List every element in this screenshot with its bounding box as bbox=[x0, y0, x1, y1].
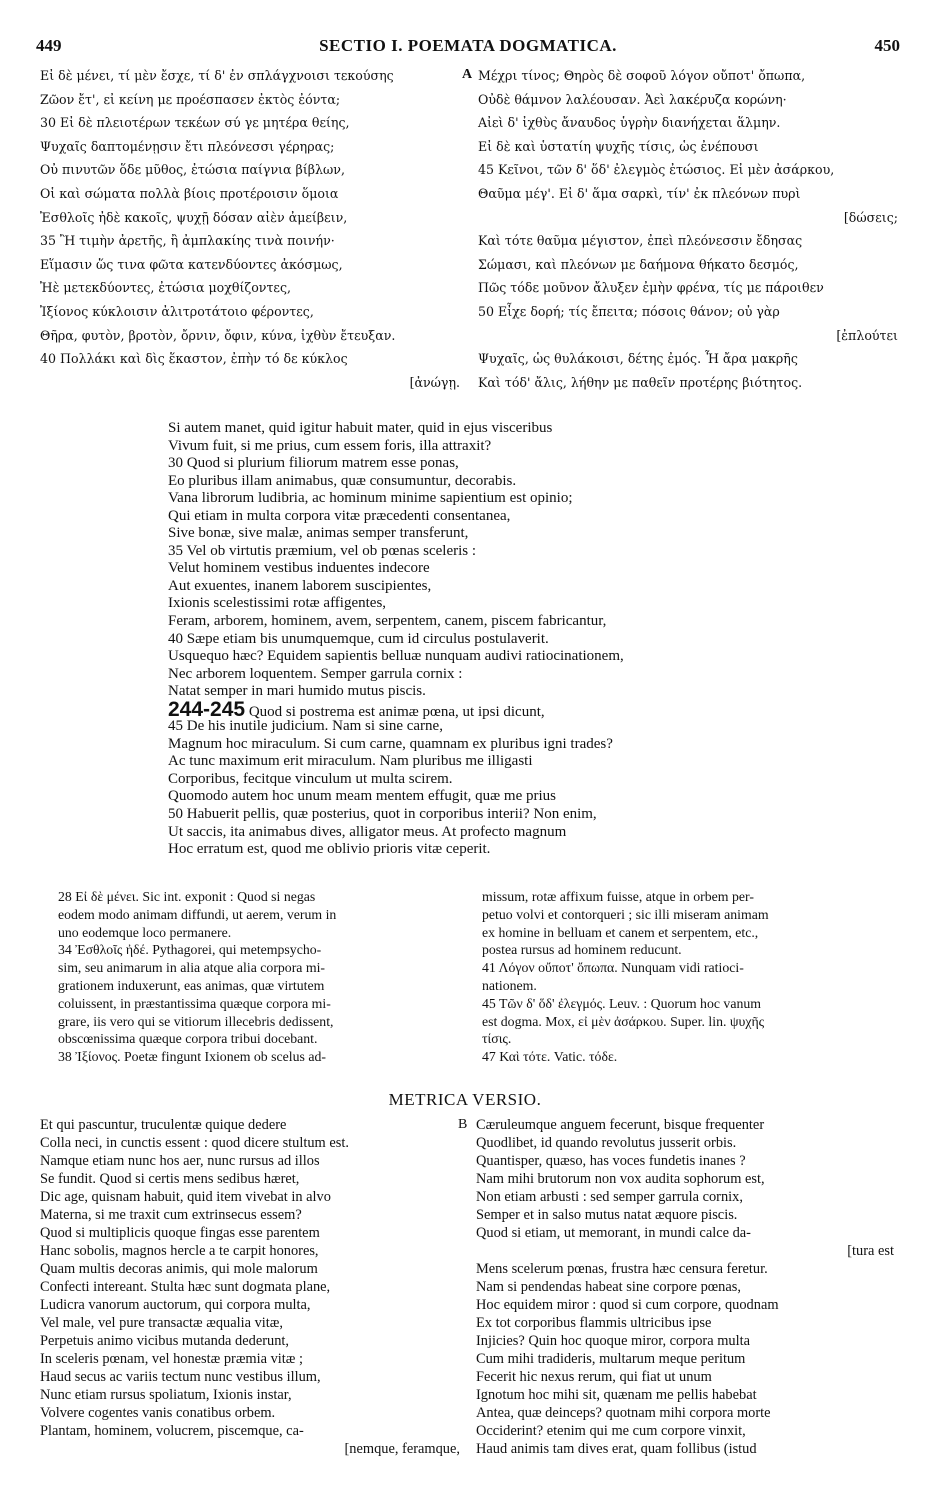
greek-verse-line: Ψυχαῖς, ὡς θυλάκοισι, δέτης ἐμός. Ἦ ἄρα μακρῆς bbox=[478, 351, 798, 367]
latin-verse-line bbox=[168, 697, 624, 721]
footnotes-left-column bbox=[58, 888, 458, 1066]
metrica-verse-line: Occiderint? etenim qui me cum corpore vinxit, bbox=[476, 1423, 746, 1439]
metrica-verse-line: Nunc etiam rursus spoliatum, Ixionis instar, bbox=[40, 1387, 292, 1403]
metrica-versio-right-column bbox=[476, 1116, 894, 1458]
column-number-marker: 244-245 bbox=[168, 697, 246, 721]
column-marker-b: B bbox=[458, 1117, 468, 1132]
metrica-verse-line: Nam si pendendas habeat sine corpore pœnas, bbox=[476, 1279, 741, 1295]
metrica-verse-line: Injicies? Quin hoc quoque miror, corpora multa bbox=[476, 1333, 750, 1349]
footnote-line: nationem. bbox=[482, 977, 537, 993]
metrica-verse-line: Namque etiam nunc hos aer, nunc rursus ad illos bbox=[40, 1153, 320, 1169]
metrica-verse-line: Antea, quæ deinceps? quotnam mihi corpora morte bbox=[476, 1405, 771, 1421]
greek-verse-line: Καὶ τότε θαῦμα μέγιστον, ἐπεὶ πλεόνεσσιν ἔδησας bbox=[478, 233, 803, 249]
latin-verse-line: 30 Quod si plurium filiorum matrem esse ponas, bbox=[168, 455, 459, 472]
metrica-verse-line: Quodlibet, id quando revolutus jusserit orbis. bbox=[476, 1135, 737, 1151]
metrica-verse-line: [tura est bbox=[847, 1243, 894, 1259]
metrica-verse-line: Se fundit. Quod si certis mens sedibus hæret, bbox=[40, 1171, 300, 1187]
latin-verse-line: Corporibus, fecitque vinculum ut multa scirem. bbox=[168, 770, 453, 787]
footnote-line: 45 Τῶν δ' ὅδ' ἐλεγμός. Leuv. : Quorum hoc vanum bbox=[482, 995, 761, 1011]
footnote-line: postea rursus ad hominem reducunt. bbox=[482, 942, 682, 958]
latin-verse-line: Vivum fuit, si me prius, cum essem foris, illa attraxit? bbox=[168, 437, 492, 454]
greek-verse-line: Καὶ τόδ' ἄλις, λήθην με παθεῖν προτέρης βιότητος. bbox=[478, 374, 803, 390]
metrica-verse-line: Haud animis tam dives erat, quam follibus (istud bbox=[476, 1441, 757, 1457]
latin-verse-line: 40 Sæpe etiam bis unumquemque, cum id circulus postulaverit. bbox=[168, 630, 549, 647]
metrica-verse-line: Semper et in salso mutus natat æquore piscis. bbox=[476, 1207, 738, 1223]
footnote-line: τίσις. bbox=[482, 1031, 512, 1047]
greek-verse-line: Οὐδὲ θάμνον λαλέουσαν. Ἀεὶ λακέρυζα κορώνη· bbox=[478, 91, 787, 107]
footnote-line: grationem induxerunt, eas animas, quæ virtutem bbox=[58, 977, 325, 993]
metrica-verse-line: Non etiam arbusti : sed semper garrula cornix, bbox=[476, 1189, 743, 1205]
latin-verse-line: Ut saccis, ita animabus dives, alligator meus. At profecto magnum bbox=[168, 823, 567, 840]
metrica-verse-line: Et qui pascuntur, truculentæ quique dedere bbox=[40, 1117, 287, 1133]
greek-verse-line: [ἐπλούτει bbox=[836, 327, 898, 343]
greek-verse-line: 45 Κεῖνοι, τῶν δ' ὅδ' ἐλεγμὸς ἐτώσιος. Εἰ μὲν ἀσάρκου, bbox=[478, 162, 835, 178]
metrica-verse-line: [nemque, feramque, bbox=[344, 1441, 460, 1457]
metrica-verse-line: Quam multis decoras animis, qui mole malorum bbox=[40, 1261, 318, 1277]
metrica-verse-line: Dic age, quisnam habuit, quid item vivebat in alvo bbox=[40, 1189, 331, 1205]
latin-verse-line: Ac tunc maximum erit miraculum. Nam pluribus me illigasti bbox=[168, 753, 533, 770]
footnotes-right-column bbox=[482, 888, 902, 1066]
latin-verse-line: Quomodo autem hoc unum meam mentem effugit, quæ me prius bbox=[168, 788, 556, 805]
latin-verse-line: Magnum hoc miraculum. Si cum carne, quamnam ex pluribus igni trades? bbox=[168, 735, 613, 752]
greek-verse-line: Μέχρι τίνος; Θηρὸς δὲ σοφοῦ λόγον οὔποτ' ὄπωπα, bbox=[478, 68, 806, 83]
latin-verse-line: Si autem manet, quid igitur habuit mater, quid in ejus visceribus bbox=[168, 420, 553, 436]
footnote-line: obscœnissima quæque corpora tribui docebant. bbox=[58, 1031, 318, 1047]
metrica-verse-line: Plantam, hominem, volucrem, piscemque, ca- bbox=[40, 1423, 304, 1439]
latin-verse-line: 35 Vel ob virtutis præmium, vel ob pœnas sceleris : bbox=[168, 542, 477, 559]
running-header bbox=[36, 36, 900, 60]
right-page-number: 450 bbox=[874, 36, 900, 55]
latin-verse-line: Eo pluribus illam animabus, quæ consumuntur, decorabis. bbox=[168, 472, 517, 489]
greek-verse-line: Ἠὲ μετεκδύοντες, ἐτώσια μοχθίζοντες, bbox=[40, 280, 291, 296]
footnote-line: 28 Εἰ δὲ μένει. Sic int. exponit : Quod si negas bbox=[58, 889, 316, 904]
greek-verse-line: Οὐ πινυτῶν ὅδε μῦθος, ἐτώσια παίγνια βίβλων, bbox=[40, 162, 345, 178]
greek-verse-line: Εἰ δὲ μένει, τί μὲν ἔσχε, τί δ' ἐν σπλάγχνοισι τεκούσης bbox=[40, 68, 394, 83]
metrica-verse-line: Ignotum hoc mihi sit, quænam me pellis habebat bbox=[476, 1387, 757, 1403]
metrica-verse-line: Mens scelerum pœnas, frustra hæc censura feretur. bbox=[476, 1261, 768, 1277]
latin-verse-line: Velut hominem vestibus induentes indecore bbox=[168, 560, 430, 577]
latin-verse-line: Feram, arborem, hominem, avem, serpentem, canem, piscem fabricantur, bbox=[168, 613, 607, 630]
latin-verse-line: Ixionis scelestissimi rotæ affigentes, bbox=[168, 595, 387, 612]
greek-verse-line: [ἀνώγῃ. bbox=[409, 374, 460, 390]
metrica-verse-line: Fecerit hic nexus rerum, qui fiat ut unum bbox=[476, 1369, 712, 1385]
greek-verse-line: Ψυχαῖς δαπτομένῃσιν ἔτι πλεόνεσσι γέρηρας; bbox=[40, 138, 335, 154]
metrica-verse-line: Materna, si me traxit cum extrinsecus essem? bbox=[40, 1207, 302, 1223]
greek-verse-line: Εἵμασιν ὥς τινα φῶτα κατενδύοντες ἀκόσμως, bbox=[40, 256, 343, 272]
footnote-line: 34 Ἐσθλοῖς ἠδέ. Pythagorei, qui metempsycho- bbox=[58, 942, 322, 958]
latin-verse-line: Sive bonæ, sive malæ, animas semper transferunt, bbox=[168, 525, 469, 542]
greek-verse-line: Ἰξίονος κύκλοισιν ἀλιτροτάτοιο φέροντες, bbox=[40, 303, 314, 319]
footnote-line: grare, iis vero qui se vitiorum illecebris dedissent, bbox=[58, 1013, 334, 1029]
greek-verse-line: Εἰ δὲ καὶ ὑστατίη ψυχῆς τίσις, ὡς ἐνέπουσι bbox=[478, 138, 759, 154]
latin-verse-line: Qui etiam in multa corpora vitæ præcedenti consentanea, bbox=[168, 507, 511, 524]
metrica-verse-line: Vel male, vel pure transactæ æqualia vitæ, bbox=[40, 1315, 283, 1331]
metrica-verse-line: Hanc sobolis, magnos hercle a te carpit honores, bbox=[40, 1243, 319, 1259]
metrica-verse-line: Confecti intereant. Stulta hæc sunt dogmata plane, bbox=[40, 1279, 331, 1295]
greek-verse-line: Ζῶον ἔτ', εἰ κείνη με προέσπασεν ἐκτὸς ἐόντα; bbox=[40, 91, 341, 107]
greek-verse-line: 30 Εἰ δὲ πλειοτέρων τεκέων σύ γε μητέρα θείης, bbox=[40, 115, 350, 131]
latin-verse-line: Aut exuentes, inanem laborem suscipientes, bbox=[168, 577, 432, 594]
page-title: SECTIO I. POEMATA DOGMATICA. bbox=[319, 36, 617, 55]
footnote-line: coluissent, in præstantissima quæque corpora mi- bbox=[58, 995, 331, 1011]
latin-verse-line: Natat semper in mari humido mutus piscis. bbox=[168, 683, 426, 700]
metrica-verse-line: Perpetuis animo vicibus mutanda dederunt, bbox=[40, 1333, 289, 1349]
footnote-line: eodem modo animam diffundi, ut aerem, verum in bbox=[58, 906, 337, 922]
footnote-line: ex homine in belluam et canem et serpentem, etc., bbox=[482, 924, 759, 940]
metrica-verse-line: In sceleris pœnam, vel honestæ præmia vitæ ; bbox=[40, 1351, 303, 1367]
metrica-verse-line: Hoc equidem miror : quod si cum corpore, quodnam bbox=[476, 1297, 779, 1313]
greek-verse-line: [δώσεις; bbox=[843, 209, 898, 225]
footnote-line: missum, rotæ affixum fuisse, atque in orbem per- bbox=[482, 889, 754, 904]
footnote-line: sim, seu animarum in alia atque alia corpora mi- bbox=[58, 960, 326, 976]
metrica-verse-line: Volvere cogentes vanis conatibus orbem. bbox=[40, 1405, 276, 1421]
greek-verse-line: Θῆρα, φυτὸν, βροτὸν, ὄρνιν, ὄφιν, κύνα, ἰχθὺν ἔτευξαν. bbox=[40, 327, 396, 343]
greek-verse-line: 40 Πολλάκι καὶ δὶς ἕκαστον, ἐπὴν τό δε κύκλος bbox=[40, 351, 348, 367]
greek-verse-line: Αἰεὶ δ' ἰχθὺς ἄναυδος ὑγρὴν διανήχεται ἅλμην. bbox=[478, 115, 781, 131]
latin-verse-line: Hoc erratum est, quod me oblivio prioris vitæ ceperit. bbox=[168, 841, 491, 858]
greek-verse-line: Ἐσθλοῖς ἠδὲ κακοῖς, ψυχῇ δόσαν αἰὲν ἀμείβειν, bbox=[40, 209, 348, 225]
metrica-versio-left-column bbox=[40, 1116, 460, 1458]
latin-verse-line: Vana librorum ludibria, ac hominum minime sapientium est opinio; bbox=[168, 490, 573, 507]
metrica-verse-line: Ludicra vanorum auctorum, qui corpora multa, bbox=[40, 1297, 311, 1313]
latin-verse-line: 45 De his inutile judicium. Nam si sine carne, bbox=[168, 718, 443, 735]
metrica-verse-line: Quantisper, quæso, has voces fundetis inanes ? bbox=[476, 1153, 746, 1169]
latin-verse-line: Nec arborem loquentem. Semper garrula cornix : bbox=[168, 665, 463, 682]
metrica-verse-line: Nam mihi brutorum non vox audita sophorum est, bbox=[476, 1171, 765, 1187]
metrica-verse-line: Ex tot corporibus flammis ultricibus ipse bbox=[476, 1315, 712, 1331]
footnote-line: petuo volvi et contorqueri ; sic illi miseram animam bbox=[482, 906, 769, 922]
greek-text-left-column bbox=[40, 64, 460, 394]
footnote-line: est dogma. Mox, εἰ μὲν ἀσάρκου. Super. lin. ψυχῆς bbox=[482, 1013, 765, 1029]
greek-verse-line: Οἱ καὶ σώματα πολλὰ βίοις προτέροισιν ὅμοια bbox=[40, 185, 339, 201]
footnote-line: 47 Καὶ τότε. Vatic. τόδε. bbox=[482, 1049, 618, 1065]
latin-verse-text: Quod si postrema est animæ pœna, ut ipsi dicunt, bbox=[245, 703, 545, 720]
footnote-line: 38 Ἰξίονος. Poetæ fingunt Ixionem ob scelus ad- bbox=[58, 1049, 326, 1065]
metrica-verse-line: Quod si etiam, ut memorant, in mundi calce da- bbox=[476, 1225, 751, 1241]
latin-verse-line: 50 Habuerit pellis, quæ posterius, quot in corporibus interii? Non enim, bbox=[168, 806, 597, 823]
latin-verse-line: Usquequo hæc? Equidem sapientis belluæ nunquam audivi ratiocinationem, bbox=[168, 648, 624, 665]
metrica-verse-line: Cum mihi tradideris, multarum meque peritum bbox=[476, 1351, 746, 1367]
metrica-verse-line: Colla neci, in cunctis essent : quod dicere stultum est. bbox=[40, 1135, 349, 1151]
footnote-line: 41 Λόγον οὔποτ' ὄπωπα. Nunquam vidi ratioci- bbox=[482, 960, 744, 976]
greek-verse-line: 50 Εἶχε δορή; τίς ἔπειτα; πόσοις θάνον; οὐ γὰρ bbox=[478, 303, 780, 319]
footnote-line: uno eodemque loco permanere. bbox=[58, 924, 232, 940]
greek-text-right-column bbox=[478, 64, 898, 394]
greek-verse-line: Θαῦμα μέγ'. Εἰ δ' ἅμα σαρκὶ, τίν' ἐκ πλεόνων πυρὶ bbox=[478, 185, 801, 201]
column-marker-a: A bbox=[462, 67, 473, 82]
greek-verse-line: Πῶς τόδε μοῦνον ἄλυξεν ἐμὴν φρένα, τίς με πάροιθεν bbox=[478, 280, 824, 296]
greek-verse-line: 35 Ἢ τιμὴν ἀρετῆς, ἢ ἀμπλακίης τινὰ ποινήν· bbox=[40, 233, 335, 249]
greek-verse-line: Σώμασι, καὶ πλεόνων με δαήμονα θήκατο δεσμός, bbox=[478, 256, 799, 272]
metrica-verse-line: Haud secus ac variis tectum nunc vestibus illum, bbox=[40, 1369, 321, 1385]
metrica-verse-line: Quod si multiplicis quoque fingas esse parentem bbox=[40, 1225, 320, 1241]
latin-translation bbox=[168, 420, 624, 859]
metrica-verse-line: Cæruleumque anguem fecerunt, bisque frequenter bbox=[476, 1117, 765, 1133]
left-page-number: 449 bbox=[36, 36, 62, 55]
metrica-versio-heading: METRICA VERSIO. bbox=[388, 1090, 542, 1109]
